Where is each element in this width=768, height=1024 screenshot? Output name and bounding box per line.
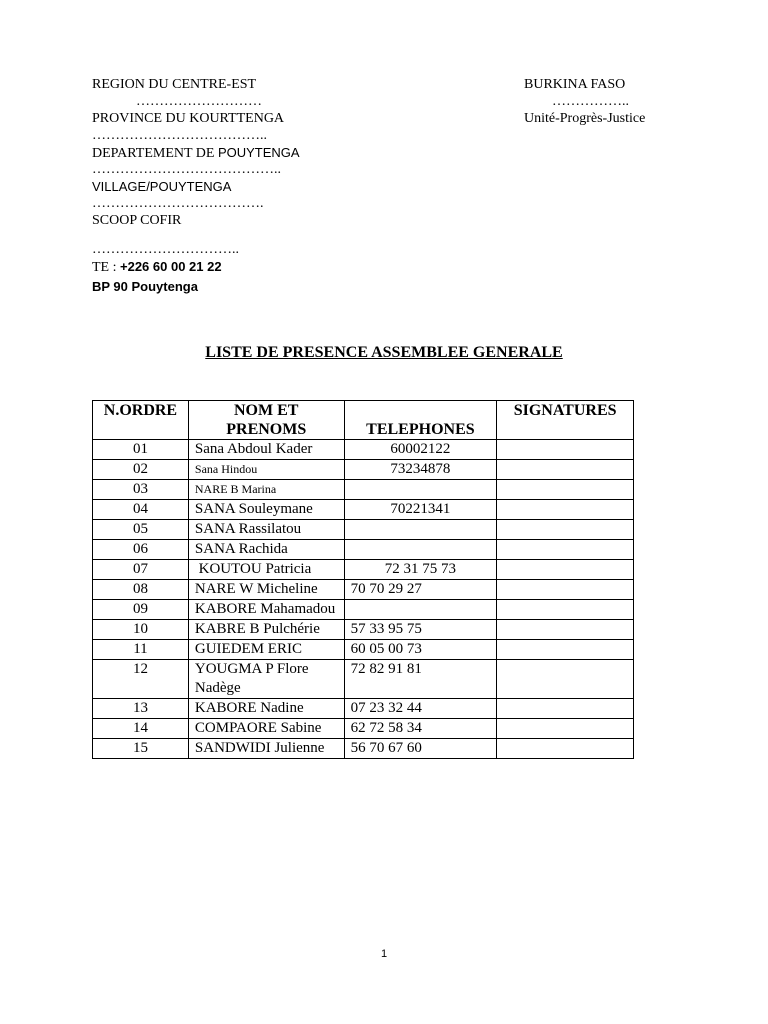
scoop-label: SCOOP COFIR — [92, 213, 182, 228]
province-label: PROVINCE DU KOURTTENGA — [92, 111, 285, 126]
cell-telephone: 57 33 95 75 — [344, 620, 497, 640]
table-body — [93, 440, 634, 759]
cell-telephone — [344, 520, 497, 540]
cell-telephone — [344, 540, 497, 560]
cell-ordre: 09 — [93, 600, 189, 620]
cell-ordre: 12 — [93, 660, 189, 699]
cell-signature[interactable] — [497, 480, 634, 500]
table-row — [93, 640, 634, 660]
header-ordre: N.ORDRE — [93, 401, 189, 440]
dots-line: …………….. — [552, 94, 629, 109]
header-signatures: SIGNATURES — [497, 401, 634, 440]
cell-ordre: 04 — [93, 500, 189, 520]
village-label: VILLAGE/POUYTENGA — [92, 179, 232, 194]
table-row — [93, 620, 634, 640]
cell-signature[interactable] — [497, 560, 634, 580]
header-right — [524, 76, 704, 127]
cell-telephone — [344, 480, 497, 500]
cell-ordre: 02 — [93, 460, 189, 480]
cell-telephone: 07 23 32 44 — [344, 699, 497, 719]
cell-ordre: 10 — [93, 620, 189, 640]
dots-line: ………………………….. — [92, 242, 239, 257]
telephone-value: +226 60 00 21 22 — [120, 259, 222, 274]
cell-telephone: 62 72 58 34 — [344, 719, 497, 739]
table-row — [93, 660, 634, 699]
header-nom-line2: PRENOMS — [226, 421, 307, 438]
cell-telephone: 60 05 00 73 — [344, 640, 497, 660]
country-label: BURKINA FASO — [524, 77, 626, 92]
telephone-line — [92, 258, 392, 278]
dots-line: ……………………………….. — [92, 128, 267, 143]
cell-ordre: 03 — [93, 480, 189, 500]
departement-prefix: DEPARTEMENT DE — [92, 146, 218, 161]
cell-nom: KABRE B Pulchérie — [188, 620, 344, 640]
table-row — [93, 739, 634, 759]
header-nom — [188, 401, 344, 440]
cell-signature[interactable] — [497, 540, 634, 560]
page-number: 1 — [380, 948, 388, 960]
attendance-table — [92, 400, 634, 759]
table-row — [93, 719, 634, 739]
cell-signature[interactable] — [497, 719, 634, 739]
cell-nom: Sana Hindou — [188, 460, 344, 480]
cell-ordre: 07 — [93, 560, 189, 580]
cell-ordre: 08 — [93, 580, 189, 600]
cell-telephone: 70221341 — [344, 500, 497, 520]
document-title: LISTE DE PRESENCE ASSEMBLEE GENERALE — [205, 344, 563, 361]
cell-nom: NARE W Micheline — [188, 580, 344, 600]
cell-signature[interactable] — [497, 620, 634, 640]
cell-ordre: 05 — [93, 520, 189, 540]
cell-signature[interactable] — [497, 739, 634, 759]
dots-line: ………………………………….. — [92, 162, 281, 177]
departement-name: POUYTENGA — [217, 145, 300, 160]
cell-signature[interactable] — [497, 699, 634, 719]
table-row — [93, 480, 634, 500]
cell-ordre: 13 — [93, 699, 189, 719]
cell-nom: Sana Abdoul Kader — [188, 440, 344, 460]
cell-ordre: 06 — [93, 540, 189, 560]
cell-telephone: 72 31 75 73 — [344, 560, 497, 580]
cell-signature[interactable] — [497, 440, 634, 460]
cell-ordre: 11 — [93, 640, 189, 660]
cell-telephone — [344, 600, 497, 620]
dots-line: ……………………… — [136, 94, 262, 109]
table-row — [93, 560, 634, 580]
cell-nom: KABORE Nadine — [188, 699, 344, 719]
header-nom-line1: NOM ET — [234, 402, 299, 419]
cell-signature[interactable] — [497, 580, 634, 600]
cell-signature[interactable] — [497, 500, 634, 520]
cell-signature[interactable] — [497, 460, 634, 480]
table-row — [93, 699, 634, 719]
cell-nom: NARE B Marina — [188, 480, 344, 500]
header-left — [92, 76, 392, 298]
cell-telephone: 56 70 67 60 — [344, 739, 497, 759]
region-label: REGION DU CENTRE-EST — [92, 77, 257, 92]
cell-signature[interactable] — [497, 520, 634, 540]
cell-ordre: 14 — [93, 719, 189, 739]
cell-signature[interactable] — [497, 600, 634, 620]
bp-address: BP 90 Pouytenga — [92, 279, 198, 294]
table-row — [93, 600, 634, 620]
cell-telephone: 70 70 29 27 — [344, 580, 497, 600]
cell-nom: SANA Souleymane — [188, 500, 344, 520]
table-row — [93, 500, 634, 520]
header-telephones: TELEPHONES — [344, 401, 497, 440]
cell-nom: SANA Rassilatou — [188, 520, 344, 540]
cell-telephone: 73234878 — [344, 460, 497, 480]
cell-ordre: 01 — [93, 440, 189, 460]
cell-signature[interactable] — [497, 660, 634, 699]
cell-nom: GUIEDEM ERIC — [188, 640, 344, 660]
table-row — [93, 440, 634, 460]
cell-telephone: 60002122 — [344, 440, 497, 460]
cell-signature[interactable] — [497, 640, 634, 660]
cell-nom: SANDWIDI Julienne — [188, 739, 344, 759]
table-row — [93, 460, 634, 480]
table-row — [93, 520, 634, 540]
cell-nom: COMPAORE Sabine — [188, 719, 344, 739]
dots-line: ………………………………. — [92, 196, 264, 211]
cell-telephone: 72 82 91 81 — [344, 660, 497, 699]
cell-nom: KOUTOU Patricia — [188, 560, 344, 580]
table-row — [93, 540, 634, 560]
table-header-row — [93, 401, 634, 440]
spacer — [92, 229, 392, 241]
cell-nom: SANA Rachida — [188, 540, 344, 560]
cell-nom: YOUGMA P Flore Nadège — [188, 660, 344, 699]
cell-nom: KABORE Mahamadou — [188, 600, 344, 620]
cell-ordre: 15 — [93, 739, 189, 759]
table-row — [93, 580, 634, 600]
motto-label: Unité-Progrès-Justice — [524, 111, 646, 126]
telephone-label: TE : — [92, 260, 120, 275]
departement-label — [92, 144, 392, 161]
